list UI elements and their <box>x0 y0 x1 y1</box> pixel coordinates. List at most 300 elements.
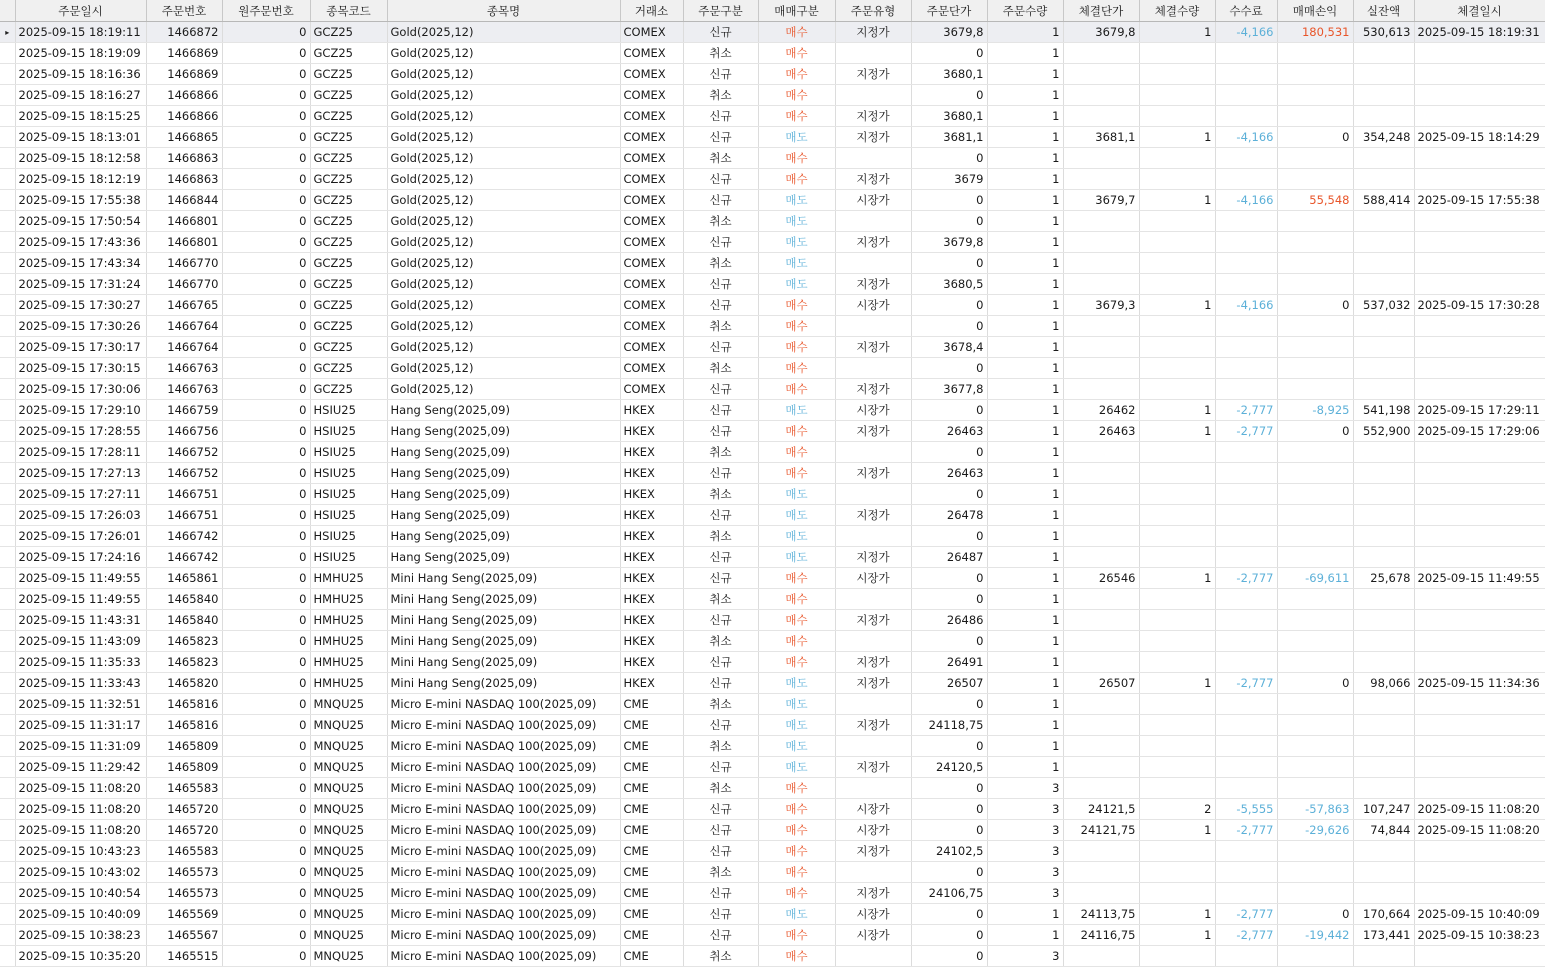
table-row[interactable] <box>0 757 1545 778</box>
column-header[interactable]: 체결단가 <box>1063 0 1139 22</box>
column-header[interactable]: 주문번호 <box>146 0 222 22</box>
price-type-cell: 시장가 <box>835 400 911 421</box>
row-indicator[interactable] <box>0 295 15 316</box>
order-price-cell: 0 <box>911 736 987 757</box>
row-indicator[interactable] <box>0 904 15 925</box>
order-no-cell: 1466801 <box>146 211 222 232</box>
row-indicator[interactable] <box>0 232 15 253</box>
row-indicator[interactable] <box>0 736 15 757</box>
row-indicator[interactable] <box>0 106 15 127</box>
side-cell: 매수 <box>758 421 835 442</box>
row-indicator[interactable] <box>0 253 15 274</box>
symbol-code-cell: HSIU25 <box>310 442 387 463</box>
exchange-cell: COMEX <box>620 190 683 211</box>
order-time-cell: 2025-09-15 11:49:55 <box>15 589 146 610</box>
fill-price-cell <box>1063 85 1139 106</box>
order-qty-cell: 1 <box>987 379 1063 400</box>
table-row[interactable] <box>0 484 1545 505</box>
orig-order-no-cell: 0 <box>222 253 310 274</box>
order-time-cell: 2025-09-15 10:38:23 <box>15 925 146 946</box>
order-time-cell: 2025-09-15 18:16:36 <box>15 64 146 85</box>
row-indicator[interactable] <box>0 211 15 232</box>
pnl-cell: 180,531 <box>1277 22 1353 43</box>
side-cell: 매도 <box>758 547 835 568</box>
symbol-name-cell: Micro E-mini NASDAQ 100(2025,09) <box>387 736 620 757</box>
symbol-name-cell: Gold(2025,12) <box>387 106 620 127</box>
side-cell: 매도 <box>758 127 835 148</box>
symbol-name-cell: Mini Hang Seng(2025,09) <box>387 568 620 589</box>
row-indicator[interactable] <box>0 85 15 106</box>
pnl-cell <box>1277 484 1353 505</box>
side-cell: 매수 <box>758 946 835 967</box>
order-price-cell: 24118,75 <box>911 715 987 736</box>
pnl-cell <box>1277 841 1353 862</box>
order-no-cell: 1466844 <box>146 190 222 211</box>
table-row[interactable] <box>0 526 1545 547</box>
symbol-code-cell: MNQU25 <box>310 946 387 967</box>
row-indicator[interactable] <box>0 589 15 610</box>
order-no-cell: 1466869 <box>146 64 222 85</box>
order-price-cell: 0 <box>911 946 987 967</box>
column-header[interactable]: 주문일시 <box>15 0 146 22</box>
price-type-cell <box>835 211 911 232</box>
order-type-cell: 신규 <box>683 232 758 253</box>
fill-time-cell <box>1414 211 1545 232</box>
table-row[interactable] <box>0 148 1545 169</box>
table-row[interactable] <box>0 610 1545 631</box>
row-indicator[interactable] <box>0 379 15 400</box>
table-row[interactable] <box>0 442 1545 463</box>
row-indicator[interactable] <box>0 694 15 715</box>
fill-time-cell <box>1414 358 1545 379</box>
row-indicator[interactable] <box>0 925 15 946</box>
pnl-cell <box>1277 589 1353 610</box>
pnl-cell <box>1277 43 1353 64</box>
fill-qty-cell <box>1139 862 1215 883</box>
row-indicator[interactable] <box>0 547 15 568</box>
fill-price-cell <box>1063 484 1139 505</box>
table-row[interactable] <box>0 379 1545 400</box>
side-cell: 매도 <box>758 190 835 211</box>
row-indicator[interactable] <box>0 505 15 526</box>
order-price-cell: 0 <box>911 778 987 799</box>
row-indicator[interactable] <box>0 946 15 967</box>
order-no-cell: 1465515 <box>146 946 222 967</box>
fill-time-cell <box>1414 253 1545 274</box>
commission-cell <box>1215 715 1277 736</box>
pnl-cell <box>1277 610 1353 631</box>
exchange-cell: CME <box>620 736 683 757</box>
column-header[interactable]: 주문구분 <box>683 0 758 22</box>
order-price-cell: 26507 <box>911 673 987 694</box>
table-row[interactable] <box>0 673 1545 694</box>
order-time-cell: 2025-09-15 17:43:34 <box>15 253 146 274</box>
order-no-cell: 1465583 <box>146 778 222 799</box>
side-cell: 매수 <box>758 148 835 169</box>
order-no-cell: 1466865 <box>146 127 222 148</box>
fill-price-cell: 24116,75 <box>1063 925 1139 946</box>
table-row[interactable] <box>0 358 1545 379</box>
table-row[interactable] <box>0 589 1545 610</box>
column-header[interactable]: 거래소 <box>620 0 683 22</box>
table-row[interactable] <box>0 736 1545 757</box>
column-header[interactable]: 매매손익 <box>1277 0 1353 22</box>
order-qty-cell: 1 <box>987 106 1063 127</box>
commission-cell: -4,166 <box>1215 127 1277 148</box>
table-row[interactable] <box>0 337 1545 358</box>
row-indicator[interactable] <box>0 820 15 841</box>
symbol-code-cell: GCZ25 <box>310 337 387 358</box>
order-price-cell: 0 <box>911 568 987 589</box>
table-row[interactable] <box>0 64 1545 85</box>
pnl-cell: -69,611 <box>1277 568 1353 589</box>
fill-price-cell <box>1063 232 1139 253</box>
order-no-cell: 1465583 <box>146 841 222 862</box>
table-row[interactable] <box>0 799 1545 820</box>
order-time-cell: 2025-09-15 18:12:19 <box>15 169 146 190</box>
table-row[interactable] <box>0 820 1545 841</box>
symbol-name-cell: Gold(2025,12) <box>387 85 620 106</box>
table-row[interactable] <box>0 715 1545 736</box>
order-qty-cell: 1 <box>987 85 1063 106</box>
orig-order-no-cell: 0 <box>222 106 310 127</box>
commission-cell: -2,777 <box>1215 421 1277 442</box>
row-indicator-header[interactable] <box>0 0 15 22</box>
orig-order-no-cell: 0 <box>222 148 310 169</box>
price-type-cell: 지정가 <box>835 547 911 568</box>
order-type-cell: 신규 <box>683 106 758 127</box>
row-indicator[interactable] <box>0 127 15 148</box>
order-no-cell: 1466869 <box>146 43 222 64</box>
pnl-cell <box>1277 883 1353 904</box>
column-header[interactable]: 종목명 <box>387 0 620 22</box>
side-cell: 매수 <box>758 463 835 484</box>
order-price-cell: 24106,75 <box>911 883 987 904</box>
exchange-cell: COMEX <box>620 316 683 337</box>
price-type-cell <box>835 253 911 274</box>
table-row[interactable] <box>0 925 1545 946</box>
side-cell: 매수 <box>758 295 835 316</box>
commission-cell: -4,166 <box>1215 295 1277 316</box>
column-header[interactable]: 주문수량 <box>987 0 1063 22</box>
order-time-cell: 2025-09-15 17:28:55 <box>15 421 146 442</box>
row-indicator[interactable] <box>0 883 15 904</box>
table-body <box>0 22 1545 967</box>
fill-qty-cell: 1 <box>1139 421 1215 442</box>
order-time-cell: 2025-09-15 17:30:26 <box>15 316 146 337</box>
fill-price-cell <box>1063 64 1139 85</box>
balance-cell: 541,198 <box>1353 400 1414 421</box>
commission-cell <box>1215 652 1277 673</box>
column-header[interactable]: 종목코드 <box>310 0 387 22</box>
order-type-cell: 신규 <box>683 337 758 358</box>
balance-cell <box>1353 169 1414 190</box>
table-row[interactable] <box>0 190 1545 211</box>
order-price-cell: 0 <box>911 211 987 232</box>
row-indicator[interactable] <box>0 526 15 547</box>
symbol-code-cell: HMHU25 <box>310 568 387 589</box>
row-indicator[interactable] <box>0 757 15 778</box>
table-row[interactable] <box>0 169 1545 190</box>
row-indicator[interactable] <box>0 463 15 484</box>
orig-order-no-cell: 0 <box>222 505 310 526</box>
order-qty-cell: 1 <box>987 568 1063 589</box>
order-time-cell: 2025-09-15 18:19:09 <box>15 43 146 64</box>
table-row[interactable] <box>0 274 1545 295</box>
fill-time-cell <box>1414 337 1545 358</box>
row-indicator[interactable] <box>0 43 15 64</box>
order-type-cell: 신규 <box>683 400 758 421</box>
symbol-name-cell: Gold(2025,12) <box>387 127 620 148</box>
order-qty-cell: 3 <box>987 883 1063 904</box>
fill-time-cell: 2025-09-15 11:08:20 <box>1414 799 1545 820</box>
order-price-cell: 0 <box>911 43 987 64</box>
commission-cell: -2,777 <box>1215 400 1277 421</box>
pnl-cell <box>1277 757 1353 778</box>
row-indicator[interactable] <box>0 715 15 736</box>
symbol-code-cell: GCZ25 <box>310 358 387 379</box>
order-qty-cell: 1 <box>987 127 1063 148</box>
fill-qty-cell <box>1139 589 1215 610</box>
order-qty-cell: 1 <box>987 316 1063 337</box>
row-indicator[interactable] <box>0 337 15 358</box>
order-price-cell: 0 <box>911 820 987 841</box>
table-row[interactable] <box>0 400 1545 421</box>
column-header[interactable]: 실잔액 <box>1353 0 1414 22</box>
table-row[interactable] <box>0 295 1545 316</box>
column-header[interactable]: 매매구분 <box>758 0 835 22</box>
table-row[interactable] <box>0 946 1545 967</box>
row-indicator[interactable] <box>0 400 15 421</box>
order-type-cell: 신규 <box>683 379 758 400</box>
table-row[interactable] <box>0 862 1545 883</box>
table-row[interactable] <box>0 85 1545 106</box>
fill-price-cell <box>1063 211 1139 232</box>
row-indicator[interactable] <box>0 862 15 883</box>
row-indicator[interactable] <box>0 673 15 694</box>
fill-qty-cell <box>1139 610 1215 631</box>
commission-cell <box>1215 211 1277 232</box>
balance-cell <box>1353 484 1414 505</box>
row-indicator[interactable] <box>0 484 15 505</box>
order-price-cell: 3680,5 <box>911 274 987 295</box>
row-indicator[interactable] <box>0 841 15 862</box>
symbol-code-cell: MNQU25 <box>310 904 387 925</box>
order-time-cell: 2025-09-15 11:33:43 <box>15 673 146 694</box>
symbol-code-cell: HSIU25 <box>310 505 387 526</box>
pnl-cell: -8,925 <box>1277 400 1353 421</box>
fill-time-cell <box>1414 463 1545 484</box>
balance-cell <box>1353 232 1414 253</box>
symbol-code-cell: GCZ25 <box>310 106 387 127</box>
row-indicator[interactable]: ▸ <box>0 22 15 43</box>
order-price-cell: 26491 <box>911 652 987 673</box>
order-qty-cell: 1 <box>987 547 1063 568</box>
table-row[interactable] <box>0 127 1545 148</box>
commission-cell <box>1215 862 1277 883</box>
fill-time-cell <box>1414 505 1545 526</box>
commission-cell <box>1215 316 1277 337</box>
balance-cell: 25,678 <box>1353 568 1414 589</box>
symbol-name-cell: Gold(2025,12) <box>387 253 620 274</box>
table-row[interactable] <box>0 841 1545 862</box>
order-qty-cell: 1 <box>987 295 1063 316</box>
symbol-code-cell: GCZ25 <box>310 190 387 211</box>
order-no-cell: 1466801 <box>146 232 222 253</box>
order-price-cell: 0 <box>911 589 987 610</box>
fill-qty-cell: 2 <box>1139 799 1215 820</box>
order-qty-cell: 1 <box>987 253 1063 274</box>
orig-order-no-cell: 0 <box>222 652 310 673</box>
order-type-cell: 취소 <box>683 442 758 463</box>
table-row[interactable] <box>0 463 1545 484</box>
row-indicator[interactable] <box>0 652 15 673</box>
order-no-cell: 1466763 <box>146 379 222 400</box>
row-indicator[interactable] <box>0 64 15 85</box>
side-cell: 매수 <box>758 106 835 127</box>
order-no-cell: 1465840 <box>146 589 222 610</box>
pnl-cell: 0 <box>1277 904 1353 925</box>
fill-qty-cell: 1 <box>1139 22 1215 43</box>
table-row[interactable] <box>0 505 1545 526</box>
pnl-cell: -29,626 <box>1277 820 1353 841</box>
order-qty-cell: 1 <box>987 484 1063 505</box>
order-time-cell: 2025-09-15 10:43:23 <box>15 841 146 862</box>
exchange-cell: COMEX <box>620 295 683 316</box>
side-cell: 매도 <box>758 715 835 736</box>
table-row[interactable] <box>0 232 1545 253</box>
column-header[interactable]: 체결수량 <box>1139 0 1215 22</box>
side-cell: 매수 <box>758 841 835 862</box>
table-row[interactable] <box>0 547 1545 568</box>
order-price-cell: 0 <box>911 295 987 316</box>
symbol-code-cell: GCZ25 <box>310 379 387 400</box>
commission-cell <box>1215 757 1277 778</box>
fill-price-cell <box>1063 694 1139 715</box>
orig-order-no-cell: 0 <box>222 421 310 442</box>
commission-cell: -2,777 <box>1215 904 1277 925</box>
commission-cell <box>1215 736 1277 757</box>
symbol-name-cell: Micro E-mini NASDAQ 100(2025,09) <box>387 904 620 925</box>
order-time-cell: 2025-09-15 17:24:16 <box>15 547 146 568</box>
order-type-cell: 신규 <box>683 799 758 820</box>
side-cell: 매수 <box>758 799 835 820</box>
fill-qty-cell <box>1139 841 1215 862</box>
fill-price-cell <box>1063 757 1139 778</box>
symbol-name-cell: Gold(2025,12) <box>387 295 620 316</box>
symbol-name-cell: Micro E-mini NASDAQ 100(2025,09) <box>387 946 620 967</box>
order-time-cell: 2025-09-15 18:13:01 <box>15 127 146 148</box>
price-type-cell: 지정가 <box>835 883 911 904</box>
symbol-name-cell: Micro E-mini NASDAQ 100(2025,09) <box>387 778 620 799</box>
table-row[interactable] <box>0 694 1545 715</box>
balance-cell <box>1353 379 1414 400</box>
row-indicator[interactable] <box>0 610 15 631</box>
row-indicator[interactable] <box>0 442 15 463</box>
fill-time-cell <box>1414 694 1545 715</box>
row-indicator[interactable] <box>0 274 15 295</box>
order-type-cell: 취소 <box>683 589 758 610</box>
symbol-name-cell: Micro E-mini NASDAQ 100(2025,09) <box>387 862 620 883</box>
table-row[interactable] <box>0 778 1545 799</box>
row-indicator[interactable] <box>0 568 15 589</box>
column-header[interactable]: 체결일시 <box>1414 0 1545 22</box>
pnl-cell <box>1277 694 1353 715</box>
table-row[interactable] <box>0 904 1545 925</box>
table-row[interactable] <box>0 106 1545 127</box>
symbol-code-cell: GCZ25 <box>310 85 387 106</box>
symbol-code-cell: HMHU25 <box>310 652 387 673</box>
fill-price-cell <box>1063 715 1139 736</box>
row-indicator[interactable] <box>0 148 15 169</box>
order-no-cell: 1466866 <box>146 85 222 106</box>
balance-cell <box>1353 337 1414 358</box>
symbol-code-cell: HMHU25 <box>310 589 387 610</box>
pnl-cell <box>1277 358 1353 379</box>
symbol-name-cell: Gold(2025,12) <box>387 211 620 232</box>
side-cell: 매수 <box>758 22 835 43</box>
table-row[interactable] <box>0 652 1545 673</box>
commission-cell: -2,777 <box>1215 568 1277 589</box>
exchange-cell: COMEX <box>620 337 683 358</box>
row-indicator[interactable] <box>0 358 15 379</box>
column-header[interactable]: 주문단가 <box>911 0 987 22</box>
table-row[interactable] <box>0 568 1545 589</box>
pnl-cell: -19,442 <box>1277 925 1353 946</box>
symbol-code-cell: GCZ25 <box>310 127 387 148</box>
table-row[interactable] <box>0 421 1545 442</box>
row-indicator[interactable] <box>0 799 15 820</box>
exchange-cell: HKEX <box>620 526 683 547</box>
table-row[interactable] <box>0 316 1545 337</box>
fill-time-cell <box>1414 589 1545 610</box>
column-header[interactable]: 주문유형 <box>835 0 911 22</box>
order-type-cell: 취소 <box>683 946 758 967</box>
table-row[interactable] <box>0 253 1545 274</box>
row-indicator[interactable] <box>0 169 15 190</box>
table-row[interactable] <box>0 43 1545 64</box>
fill-price-cell <box>1063 862 1139 883</box>
table-row[interactable] <box>0 883 1545 904</box>
order-qty-cell: 1 <box>987 694 1063 715</box>
price-type-cell: 지정가 <box>835 106 911 127</box>
price-type-cell <box>835 43 911 64</box>
orig-order-no-cell: 0 <box>222 673 310 694</box>
row-indicator[interactable] <box>0 631 15 652</box>
order-price-cell: 0 <box>911 526 987 547</box>
exchange-cell: HKEX <box>620 547 683 568</box>
table-row[interactable] <box>0 631 1545 652</box>
row-indicator[interactable] <box>0 190 15 211</box>
row-indicator[interactable] <box>0 421 15 442</box>
row-indicator[interactable] <box>0 778 15 799</box>
symbol-code-cell: GCZ25 <box>310 316 387 337</box>
column-header[interactable]: 수수료 <box>1215 0 1277 22</box>
fill-time-cell: 2025-09-15 10:40:09 <box>1414 904 1545 925</box>
row-indicator[interactable] <box>0 316 15 337</box>
fill-qty-cell: 1 <box>1139 904 1215 925</box>
fill-price-cell <box>1063 841 1139 862</box>
fill-price-cell: 3679,3 <box>1063 295 1139 316</box>
order-qty-cell: 1 <box>987 589 1063 610</box>
side-cell: 매수 <box>758 589 835 610</box>
fill-qty-cell: 1 <box>1139 925 1215 946</box>
table-row[interactable] <box>0 22 1545 43</box>
symbol-name-cell: Gold(2025,12) <box>387 337 620 358</box>
column-header[interactable]: 원주문번호 <box>222 0 310 22</box>
table-row[interactable] <box>0 211 1545 232</box>
order-price-cell: 0 <box>911 904 987 925</box>
